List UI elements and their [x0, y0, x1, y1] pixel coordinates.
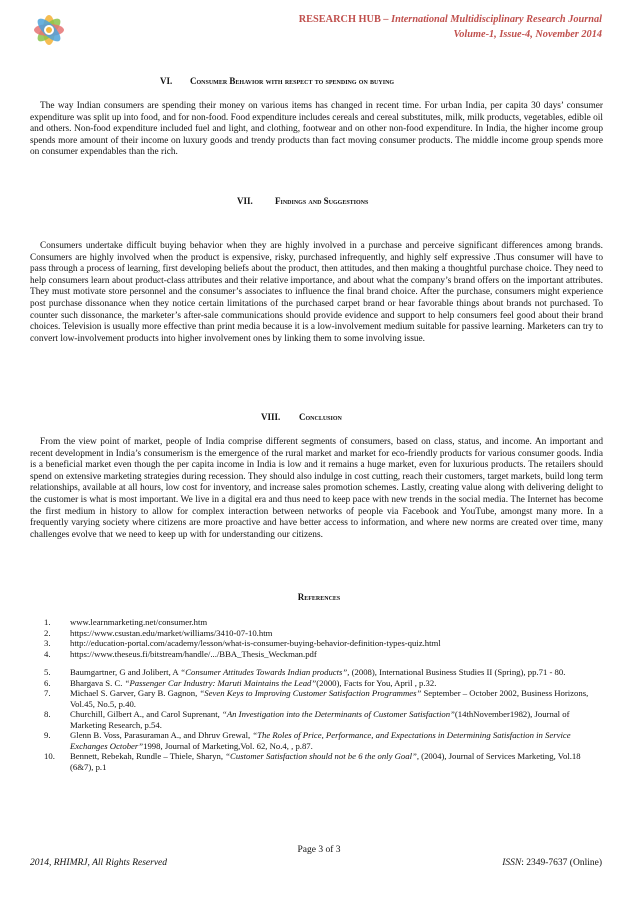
- section-title: Conclusion: [299, 412, 342, 422]
- reference-item: 8. Churchill, Gilbert A., and Carol Suprenant, “An Investigation into the Determinants of Customer Satisfaction”(14thNovember1982), Journal of Marketing Research, p.54.: [44, 709, 570, 730]
- section-body-conclusion: [30, 437, 603, 541]
- section-title: Findings and Suggestions: [275, 196, 369, 206]
- issn-value: : 2349-7637 (Online): [521, 858, 602, 868]
- journal-name: RESEARCH HUB: [298, 14, 381, 25]
- section-body-findings: [30, 241, 603, 345]
- issn-info: [502, 858, 602, 868]
- reference-link[interactable]: www.learnmarketing.net/consumer.htm: [70, 617, 208, 627]
- journal-name-line: RESEARCH HUB – International Multidisciplinary Research Journal: [298, 14, 602, 25]
- reference-item: 9. Glenn B. Voss, Parasuraman A., and Dhruv Grewal, “The Roles of Price, Performance, and Expectations in Determining Satisfaction in Service Exchanges October”1998, Journal of Marketing,Vol. 62, No.4, , p.87.: [44, 730, 571, 751]
- section-body-consumer-behavior: [30, 101, 603, 159]
- section-heading-consumer-behavior: [160, 76, 638, 86]
- reference-link[interactable]: https://www.theseus.fi/bitstream/handle/.../BBA_Thesis_Weckman.pdf: [70, 648, 317, 659]
- references-title: References: [297, 592, 341, 602]
- journal-header: [299, 12, 602, 42]
- reference-item: 3. http://education-portal.com/academy/lesson/what-is-consumer-buying-behavior-definition-types-quiz.html: [44, 638, 441, 648]
- volume-line: Volume-1, Issue-4, November 2014: [453, 29, 602, 40]
- reference-item: 6. Bhargava S. C. “Passenger Car Industry: Maruti Maintains the Lead”(2000), Facts for You, April , p.32.: [44, 677, 437, 688]
- page-number: Page 3 of 3: [297, 845, 341, 855]
- reference-item: 1. www.learnmarketing.net/consumer.htm: [44, 617, 208, 627]
- reference-item: 7. Michael S. Garver, Gary B. Gagnon, “Seven Keys to Improving Customer Satisfaction Programmes” September – October 2002, Business Horizons, Vol.45, No.5, p.40.: [44, 688, 589, 709]
- issn-label: ISSN: [502, 858, 522, 868]
- paragraph: Consumers undertake difficult buying behavior when they are highly involved in a purchase and perceive significant differences among brands. Consumers are highly involved when the product is expensive, risky, purchased infrequently, and highly self expressive .Thus consumer will have to pass through a process of learning, first developing beliefs about the product, then attitudes, and then making a thoughtful purchase choice. They need to help consumers learn about product-class attributes and their relative importance, and about what the company’s brand offers on the important attributes. They must motivate store personnel and the consumer’s associates to influence the final brand choice. After the purchase, consumers might experience post purchase dissonance when they notice certain limitations of the purchased carpet brand or hear favorable things about brands not purchased. To counter such dissonance, the marketer’s after-sale communications should provide evidence and support to help consumers feel good about their brand choices. Television is usually more effective than print media because it is a low-involvement medium suitable for passive learning. Marketers can try to convert low-involvement products into higher involvement ones by linking them to some involving issue.: [30, 241, 603, 344]
- reference-item: 2. https://www.csustan.edu/market/williams/3410-07-10.htm: [44, 627, 273, 638]
- section-number: VII.: [237, 196, 253, 206]
- reference-item: 10. Bennett, Rebekah, Rundle – Thiele, Sharyn, “Customer Satisfaction should not be 6 the only Goal”, (2004), Journal of Services Marketing, Vol.18 (6&7), p.1: [44, 751, 581, 772]
- section-number: VI.: [160, 76, 173, 86]
- section-number: VIII.: [261, 412, 281, 422]
- reference-item: 4. https://www.theseus.fi/bitstream/handle/.../BBA_Thesis_Weckman.pdf: [44, 648, 317, 659]
- paragraph: From the view point of market, people of India comprise different segments of consumers, based on class, status, and income. An important and recent development in India’s consumerism is the emergence of the rural market and market for eco-friendly products for various consumer goods. India is a beneficial market even though the per capita income in India is low and it remains a huge market, even for luxurious products. The retailers should spend on extensive marketing strategies during recession. They should also indulge in cost cutting, reach their customers, target markets, build long term relationships, available at all hours, low cost for inventory, and increase sales promotion schemes. Lastly, creating value along with delivering delight to the customer is what is most important. We live in a digital era and thus need to keep pace with new trends in the social media. The Internet has become the first medium in history to allow for complex interaction between networks of people via Facebook and YouTube, amongst many more. In a frequently varying society where citizens are more proactive and have better access to information, and where new norms are created over time, many challenges evolve that we need to keep up with for understanding our citizens.: [30, 437, 603, 540]
- references-list: [44, 617, 604, 772]
- reference-link[interactable]: http://education-portal.com/academy/lesson/what-is-consumer-buying-behavior-definition-types-quiz.html: [70, 638, 441, 648]
- references-heading: [0, 592, 638, 602]
- section-heading-conclusion: [261, 412, 638, 422]
- reference-item: 5. Baumgartner, G and Jolibert, A “Consumer Attitudes Towards Indian products”, (2008), International Business Studies II (Spring), pp.71 - 80.: [44, 667, 566, 677]
- reference-link[interactable]: https://www.csustan.edu/market/williams/3410-07-10.htm: [70, 627, 273, 638]
- copyright-notice: 2014, RHIMRJ, All Rights Reserved: [30, 858, 168, 868]
- section-title: Consumer Behavior with respect to spending on buying: [190, 76, 395, 86]
- paragraph: The way Indian consumers are spending their money on various items has changed in recent time. For urban India, per capita 30 days’ consumer expenditure was split up into food, and for non-food. Food expenditure includes cereals and cereal substitutes, milk, milk products, vegetables, edible oil and others. Non-food expenditure included fuel and light, and clothing, footwear and on other non-food expenditure. In India, the higher income group spends more amount of their income on luxury goods and trendy products than fact moving consumer products. The middle income group spends more on consumer expendables than the rich.: [30, 101, 603, 158]
- journal-subtitle: International Multidisciplinary Research Journal: [391, 14, 602, 25]
- journal-logo-icon: [29, 12, 69, 48]
- section-heading-findings: [237, 196, 638, 206]
